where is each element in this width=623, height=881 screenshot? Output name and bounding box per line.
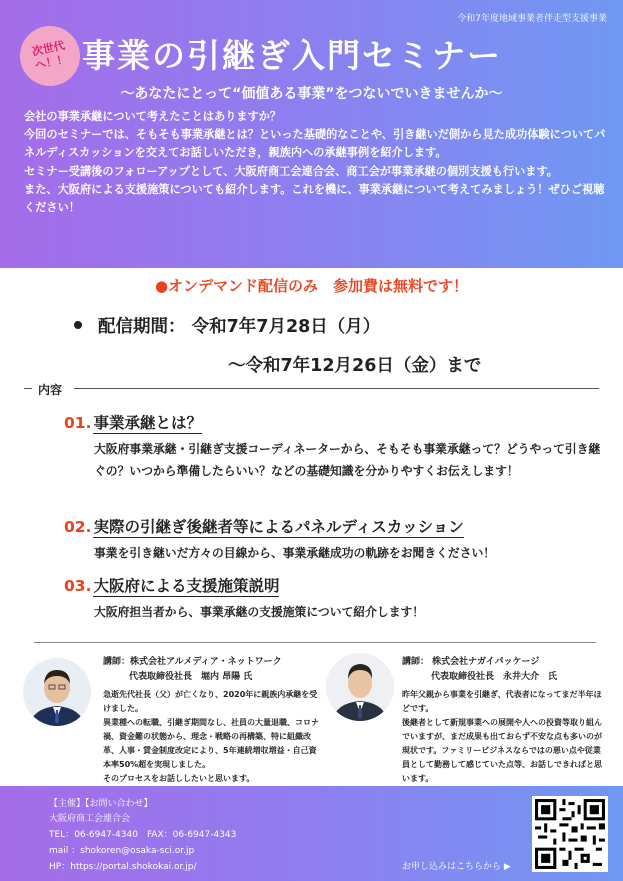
bio-paragraph: そのプロセスをお話ししたいと思います。: [103, 774, 255, 783]
content-item-title: [64, 411, 202, 433]
badge-line-2: へ！！: [33, 52, 69, 73]
item-title-text: 大阪府による支援施策説明: [93, 577, 280, 595]
item-title-text: 実際の引継ぎ後継者等によるパネルディスカッション: [93, 518, 464, 536]
person-icon: [23, 658, 91, 726]
lecturer-2-role: 講師： 株式会社ナガイパッケージ: [402, 657, 540, 667]
lecturer-1-role: 講師：株式会社アルメディア・ネットワーク: [103, 657, 282, 667]
period-start: 令和7年7月28日（月）: [191, 317, 381, 337]
bio-paragraph: 急逝先代社長（父）が亡くなり、2020年に親族内承継を受けました。: [103, 690, 318, 713]
item-number: 01.: [64, 414, 92, 432]
intro-paragraph: また、大阪府による支援施策についても紹介します。これを機に、事業承継について考えてみましょう！ぜひご視聴ください！: [24, 182, 605, 215]
lecturer-2-photo: [326, 653, 394, 721]
lecturer-1-name: 代表取締役社長 堀内 昂陽 氏: [129, 672, 253, 682]
organizer-name: 大阪府商工会連合会: [49, 814, 131, 824]
item-number: 03.: [64, 577, 92, 595]
person-icon: [326, 653, 394, 721]
sponsor-label: 令和7年度地域事業者伴走型支援事業: [457, 14, 607, 24]
bullet-icon: [74, 321, 82, 329]
qr-code-graphic: [532, 796, 608, 872]
phone-fax: TEL：06-6947-4340 FAX：06-6947-4343: [49, 830, 237, 840]
email-link[interactable]: mail ：shokoren@osaka-sci.or.jp: [49, 846, 195, 856]
badge-line-1: 次世代: [30, 38, 66, 59]
contents-heading: [24, 381, 599, 395]
lecturer-1-photo: [23, 658, 91, 726]
lecturer-2-name: 代表取締役社長 永井大介 氏: [431, 672, 558, 682]
hero-banner: [0, 0, 623, 268]
content-item-desc: 大阪府事業承継・引継ぎ支援コーディネーターから、そもそも事業承継って？どうやって引き継ぐの？いつから準備したらいい？などの基礎知識を分かりやすくお伝えします！: [94, 442, 601, 478]
lecturer-1-bio: [103, 688, 320, 786]
next-generation-badge: [14, 20, 85, 91]
content-item-title: [64, 574, 279, 596]
heading-dash: [24, 388, 32, 389]
lecturer-2-bio: [402, 688, 607, 786]
bio-paragraph: 昨年父親から事業を引継ぎ、代表者になってまだ半年ほどです。: [402, 690, 602, 713]
intro-paragraph: 会社の事業承継について考えたことはありますか？: [24, 110, 282, 123]
delivery-period: [74, 313, 380, 338]
homepage-link[interactable]: HP：https://portal.shokokai.or.jp/: [49, 862, 197, 872]
content-item-desc: 事業を引き継いだ方々の目線から、事業承継成功の軌跡をお聞きください！: [94, 546, 496, 560]
qr-code-icon[interactable]: [532, 796, 608, 872]
bio-paragraph: 異業種への転職、引継ぎ期間なし、社員の大量退職、コロナ禍、資金難の状態から、理念・戦略の再構築、特に組織改革、人事・賃金制度改定により、5年連続増収増益・自己資本率50%超を実現しました。: [103, 718, 319, 769]
apply-link[interactable]: お申し込みはこちらから ▶: [402, 862, 511, 872]
intro-paragraph: セミナー受講後のフォローアップとして、大阪府商工会連合会、商工会が事業承継の個別支援も行います。: [24, 164, 558, 178]
footer-heading: 【主催】【お問い合わせ】: [49, 799, 153, 809]
heading-rule: [74, 388, 599, 389]
content-item-title: [64, 515, 464, 537]
period-label: 配信期間：: [98, 317, 186, 337]
page-title: 事業の引継ぎ入門セミナー: [82, 36, 502, 75]
item-title-text: 事業承継とは？: [93, 414, 202, 432]
page-subtitle: 〜あなたにとって“価値ある事業”をつないでいきませんか〜: [120, 86, 503, 102]
contents-heading-label: 内容: [38, 383, 63, 397]
bio-paragraph: 後継者として新規事業への展開や人への投資等取り組んでいますが、まだ成果も出ておらず不安な点も多いのが現状です。ファミリービジネスならではの悪い点や従業員として勤務して感じていた点等、お話しできればと思います。: [402, 718, 602, 783]
intro-paragraph: 今回のセミナーでは、そもそも事業承継とは？といった基礎的なことや、引き継いだ側から見た成功体験についてパネルディスカッションを交えてお話しいただき，親族内への承継事例を紹介します。: [24, 128, 606, 160]
item-number: 02.: [64, 518, 92, 536]
ondemand-notice: ●オンデマンド配信のみ 参加費は無料です！: [154, 277, 469, 295]
section-divider: [34, 642, 596, 643]
footer: [0, 786, 623, 881]
content-item-desc: 大阪府担当者から、事業承継の支援施策について紹介します！: [94, 605, 425, 619]
intro-text: [24, 108, 609, 217]
period-end: 〜令和7年12月26日（金）まで: [228, 356, 482, 376]
